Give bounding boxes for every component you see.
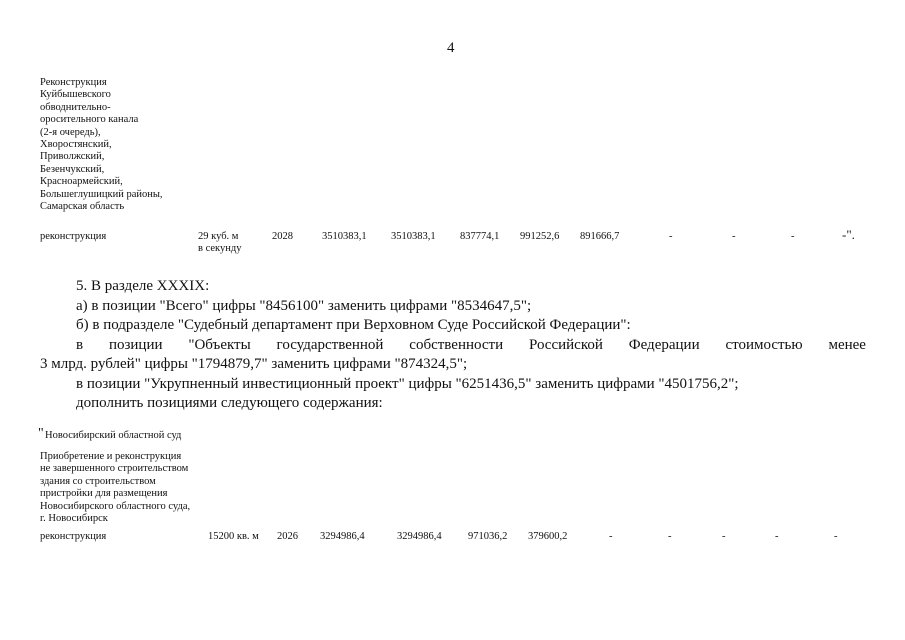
- capacity: 15200 кв. м: [208, 531, 259, 542]
- object-name-line: (2-я очередь),: [40, 126, 101, 138]
- value-cell: 991252,6: [520, 231, 560, 242]
- word: "Объекты: [188, 337, 251, 353]
- justified-line: [76, 336, 866, 356]
- word: менее: [828, 337, 866, 353]
- paragraph: в позиции "Укрупненный инвестиционный проект" цифры "6251436,5" заменить цифрами "4501756,2";: [76, 376, 739, 392]
- court-name: Новосибирский областной суд: [45, 430, 182, 441]
- object-name-line: не завершенного строительством: [40, 463, 189, 475]
- object-name-line: здания со строительством: [40, 475, 156, 487]
- object-name-line: Приобретение и реконструкция: [40, 451, 182, 462]
- object-name-line: обводнительно-: [40, 101, 111, 113]
- object-name-line: г. Новосибирск: [40, 513, 108, 525]
- open-quote: ": [38, 426, 44, 441]
- dash-cell: -: [834, 531, 838, 542]
- paragraph: 5. В разделе XXXIX:: [76, 278, 210, 294]
- object-name-line: Красноармейский,: [40, 176, 123, 188]
- work-type: реконструкция: [40, 531, 107, 542]
- value-cell: 3510383,1: [322, 231, 367, 242]
- object-name-block: [40, 77, 163, 213]
- paragraph: дополнить позициями следующего содержания:: [76, 395, 383, 411]
- dash-cell: -".: [842, 227, 855, 242]
- dash-cell: -: [668, 531, 672, 542]
- page-number: 4: [447, 40, 455, 56]
- year: 2028: [272, 231, 293, 242]
- word: в: [76, 337, 84, 353]
- value-cell: 3510383,1: [391, 231, 436, 242]
- capacity: [198, 231, 241, 256]
- value-cell: 891666,7: [580, 231, 620, 242]
- value-cell: 971036,2: [468, 531, 508, 542]
- word: Российской: [528, 337, 603, 353]
- work-type: реконструкция: [40, 231, 107, 242]
- capacity-line: 29 куб. м: [198, 231, 239, 242]
- object-name-line: оросительного канала: [40, 114, 139, 126]
- dash-cell: -: [609, 531, 613, 542]
- object-name-line: пристройки для размещения: [40, 488, 168, 500]
- dash-cell: -: [775, 531, 779, 542]
- object-name-line: Куйбышевского: [40, 89, 111, 101]
- value-cell: 3294986,4: [397, 531, 442, 542]
- value-cell: 379600,2: [528, 531, 568, 542]
- object-name-line: Хворостянский,: [40, 139, 112, 151]
- word: собственности: [409, 337, 504, 353]
- value-cell: 837774,1: [460, 231, 500, 242]
- word: Федерации: [628, 337, 700, 353]
- object-name-line: Новосибирского областного суда,: [40, 500, 191, 512]
- paragraph: б) в подразделе "Судебный департамент при Верховном Суде Российской Федерации":: [76, 317, 631, 333]
- paragraph: 3 млрд. рублей" цифры "1794879,7" заменить цифрами "874324,5";: [40, 356, 468, 372]
- object-name-line: Самарская область: [40, 201, 125, 213]
- dash-cell: -: [722, 531, 726, 542]
- dash-cell: -: [732, 231, 736, 242]
- object-name-line: Приволжский,: [40, 151, 105, 163]
- word: государственной: [276, 337, 384, 353]
- word: стоимостью: [725, 337, 803, 353]
- dash-cell: -: [669, 231, 673, 242]
- dash-cell: -: [791, 231, 795, 242]
- paragraph: а) в позиции "Всего" цифры "8456100" заменить цифрами "8534647,5";: [76, 298, 532, 314]
- object-name-line: Безенчукский,: [40, 163, 105, 175]
- word: позиции: [108, 337, 163, 353]
- object-name-line: Большеглушицкий районы,: [40, 188, 163, 200]
- year: 2026: [277, 531, 298, 542]
- object-name-block: [40, 451, 190, 525]
- object-name-line: Реконструкция: [40, 77, 107, 88]
- capacity-line: в секунду: [198, 243, 242, 255]
- value-cell: 3294986,4: [320, 531, 365, 542]
